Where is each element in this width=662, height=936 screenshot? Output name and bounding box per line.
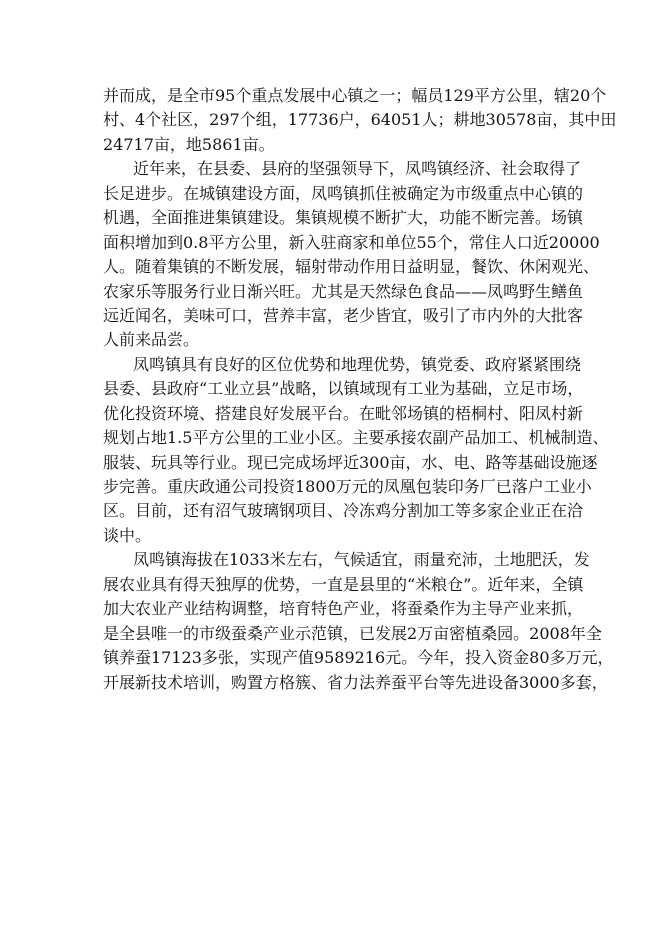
text-line: 长足进步。在城镇建设方面，凤鸣镇抓住被确定为市级重点中心镇的 — [103, 183, 584, 203]
text-line: 凤鸣镇海拔在1033米左右，气候适宜，雨量充沛，土地肥沃，发 — [133, 550, 590, 570]
text-line: 24717亩，地5861亩。 — [103, 134, 275, 154]
paragraph-town-construction — [103, 157, 600, 353]
text-line: 并而成，是全市95个重点发展中心镇之一；幅员129平方公里，辖20个 — [103, 86, 607, 105]
text-line: 人前来品尝。 — [103, 330, 200, 350]
text-line: 展农业具有得天独厚的优势，一直是县里的“米粮仓”。近年来，全镇 — [103, 574, 584, 594]
text-line: 农家乐等服务行业日渐兴旺。尤其是天然绿色食品——凤鸣野生鳝鱼 — [103, 281, 584, 301]
text-line: 村、4个社区，297个组，17736户，64051人；耕地30578亩，其中田 — [103, 110, 617, 130]
text-line: 步完善。重庆政通公司投资1800万元的凤凰包装印务厂已落户工业小 — [103, 477, 592, 496]
text-line: 谈中。 — [103, 525, 152, 545]
text-line: 面积增加到0.8平方公里，新入驻商家和单位55个，常住人口近20000 — [103, 232, 600, 252]
text-line: 加大农业产业结构调整，培育特色产业，将蚕桑作为主导产业来抓， — [103, 599, 584, 619]
text-line: 人。随着集镇的不断发展，辐射带动作用日益明显，餐饮、休闲观光、 — [103, 257, 600, 277]
document-page — [103, 84, 617, 695]
text-line: 规划占地1.5平方公里的工业小区。主要承接农副产品加工、机械制造、 — [103, 428, 609, 448]
text-line: 远近闻名，美味可口，营养丰富，老少皆宜，吸引了市内外的大批客 — [103, 305, 584, 325]
text-line: 是全县唯一的市级蚕桑产业示范镇，已发展2万亩密植桑园。2008年全 — [103, 623, 602, 643]
text-line: 开展新技术培训，购置方格簇、省力法养蚕平台等先进设备3000多套， — [103, 672, 608, 692]
text-line: 县委、县政府“工业立县”战略，以镇域现有工业为基础，立足市场， — [103, 379, 584, 399]
paragraph-industry — [103, 353, 609, 549]
text-line: 优化投资环境、搭建良好发展平台。在毗邻场镇的梧桐村、阳凤村新 — [103, 403, 584, 423]
paragraph-summary — [103, 84, 617, 157]
text-line: 近年来，在县委、县府的坚强领导下，凤鸣镇经济、社会取得了 — [133, 159, 582, 179]
text-line: 镇养蚕17123多张，实现产值9589216元。今年，投入资金80多万元， — [103, 648, 614, 668]
text-line: 区。目前，还有沼气玻璃钢项目、冷冻鸡分割加工等多家企业正在洽 — [103, 501, 584, 521]
text-line: 服装、玩具等行业。现已完成场坪近300亩，水、电、路等基础设施逐 — [103, 452, 598, 472]
text-line: 机遇，全面推进集镇建设。集镇规模不断扩大，功能不断完善。场镇 — [103, 208, 584, 228]
text-line: 凤鸣镇具有良好的区位优势和地理优势，镇党委、政府紧紧围绕 — [133, 354, 582, 374]
paragraph-agriculture — [103, 548, 614, 695]
